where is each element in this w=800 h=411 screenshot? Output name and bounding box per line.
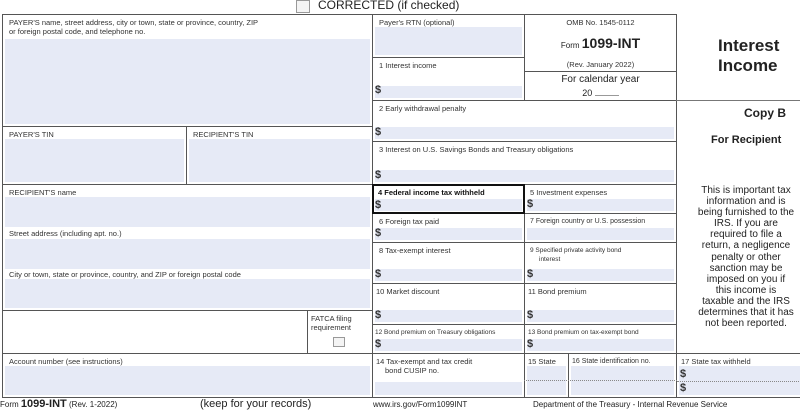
for-recipient-label: For Recipient xyxy=(711,134,782,146)
box-1-field[interactable] xyxy=(372,57,525,101)
box-17-label: 17 State tax withheld xyxy=(681,357,751,366)
recipient-address-block[interactable] xyxy=(2,184,373,311)
dollar-sign: $ xyxy=(527,268,534,280)
box-15-field[interactable] xyxy=(524,353,569,398)
box-6-label: 6 Foreign tax paid xyxy=(379,217,440,226)
box-7-field[interactable] xyxy=(524,213,677,243)
payer-tin-label: PAYER'S TIN xyxy=(9,130,54,139)
payer-name-field[interactable] xyxy=(2,14,373,127)
dollar-sign: $ xyxy=(527,198,534,210)
notice-text xyxy=(676,185,800,329)
notice-line: imposed on you if xyxy=(706,273,786,285)
notice-line: sanction may be xyxy=(709,262,783,274)
box-11-field[interactable] xyxy=(524,283,677,325)
box-2-field[interactable] xyxy=(372,100,677,142)
form-id xyxy=(525,35,676,51)
box-9-label-2: interest xyxy=(539,256,561,263)
divider xyxy=(676,100,800,101)
dollar-sign: $ xyxy=(375,84,382,96)
box-12-label: 12 Bond premium on Treasury obligations xyxy=(375,329,496,336)
payer-name-label: PAYER'S name, street address, city or town, state or province, country, ZIP xyxy=(9,18,259,27)
box-11-label: 11 Bond premium xyxy=(528,287,587,296)
account-number-label: Account number (see instructions) xyxy=(9,357,123,366)
box-3-label: 3 Interest on U.S. Savings Bonds and Treasury obligations xyxy=(379,145,574,154)
notice-line: information and is xyxy=(706,196,786,208)
box-4-label: 4 Federal income tax withheld xyxy=(378,188,485,197)
form-id-block xyxy=(524,14,677,72)
dollar-sign: $ xyxy=(375,268,382,280)
dollar-sign: $ xyxy=(375,309,382,321)
box-9-label: 9 Specified private activity bond xyxy=(530,247,622,254)
corrected-checkbox[interactable] xyxy=(296,0,310,13)
box-10-field[interactable] xyxy=(372,283,525,325)
corrected-label: CORRECTED (if checked) xyxy=(318,0,460,12)
box-6-field[interactable] xyxy=(372,213,525,243)
dollar-sign: $ xyxy=(375,169,382,181)
revision: (Rev. January 2022) xyxy=(566,60,635,69)
account-number-field[interactable] xyxy=(2,353,373,398)
form-title: Interest xyxy=(718,36,780,55)
box-10-label: 10 Market discount xyxy=(376,287,440,296)
notice-line: required to file a xyxy=(710,229,782,241)
dollar-sign: $ xyxy=(375,126,382,138)
notice-line: determines that it has xyxy=(698,307,794,319)
box-7-label: 7 Foreign country or U.S. possession xyxy=(530,218,646,225)
omb-number: OMB No. 1545-0112 xyxy=(566,18,635,27)
dollar-sign: $ xyxy=(527,338,534,350)
recipient-name-label: RECIPIENT'S name xyxy=(9,188,77,197)
form-title-2: Income xyxy=(718,56,778,75)
box-1-label: 1 Interest income xyxy=(379,61,437,70)
notice-line: IRS. If you are xyxy=(714,218,778,230)
footer-form-id: Form 1099-INT (Rev. 1-2022) xyxy=(0,398,118,410)
box-12-field[interactable] xyxy=(372,324,525,354)
box-2-label: 2 Early withdrawal penalty xyxy=(379,104,467,113)
fatca-label: FATCA filing xyxy=(311,314,352,323)
notice-line: this income is xyxy=(715,284,777,296)
fatca-label-2: requirement xyxy=(311,323,352,332)
calendar-year-field[interactable] xyxy=(524,71,677,101)
notice-line: being furnished to the xyxy=(697,207,795,219)
box-17-field[interactable] xyxy=(676,353,800,398)
fatca-checkbox[interactable] xyxy=(333,337,345,347)
payer-name-label-2: or foreign postal code, and telephone no. xyxy=(9,27,146,36)
box-5-label: 5 Investment expenses xyxy=(530,188,608,197)
dollar-sign: $ xyxy=(375,338,382,350)
box-9-field[interactable] xyxy=(524,242,677,284)
box-13-field[interactable] xyxy=(524,324,677,354)
footer-keep: (keep for your records) xyxy=(200,398,312,410)
footer-url[interactable]: www.irs.gov/Form1099INT xyxy=(373,400,468,409)
form-prefix: Form xyxy=(560,41,580,50)
box-5-field[interactable] xyxy=(524,184,677,214)
box-13-label: 13 Bond premium on tax-exempt bond xyxy=(528,329,639,336)
notice-line: penalty or other xyxy=(711,251,781,263)
box-16-label: 16 State identification no. xyxy=(572,358,651,365)
box-8-field[interactable] xyxy=(372,242,525,284)
payer-rtn-field[interactable] xyxy=(372,14,525,58)
box-14-field[interactable] xyxy=(372,353,525,398)
recipient-tin-label: RECIPIENT'S TIN xyxy=(193,130,254,139)
box-4-field[interactable] xyxy=(372,184,525,214)
box-14-label: 14 Tax-exempt and tax credit xyxy=(376,357,473,366)
recipient-tin-field[interactable] xyxy=(186,126,373,185)
notice-line: This is important tax xyxy=(701,185,791,196)
footer-dept: Department of the Treasury - Internal Revenue Service xyxy=(533,400,728,409)
box-14-label-2: bond CUSIP no. xyxy=(385,366,440,375)
box-16-field[interactable] xyxy=(568,353,677,398)
box-8-label: 8 Tax-exempt interest xyxy=(379,246,451,255)
dollar-sign: $ xyxy=(527,309,534,321)
year-prefix: 20 xyxy=(525,88,676,98)
street-address-label: Street address (including apt. no.) xyxy=(9,229,122,238)
fatca-field xyxy=(307,310,373,354)
city-label: City or town, state or province, country, and ZIP or foreign postal code xyxy=(9,270,241,279)
box-15-label: 15 State xyxy=(528,357,556,366)
dollar-sign: $ xyxy=(680,382,687,394)
dollar-sign: $ xyxy=(375,227,382,239)
calendar-year-label: For calendar year xyxy=(561,74,640,85)
box-3-field[interactable] xyxy=(372,141,677,185)
form-number: 1099-INT xyxy=(581,35,641,51)
notice-line: not been reported. xyxy=(705,318,787,330)
copy-label: Copy B xyxy=(744,106,786,120)
notice-line: return, a negligence xyxy=(701,240,791,252)
notice-line: taxable and the IRS xyxy=(702,295,790,307)
payer-tin-field[interactable] xyxy=(2,126,187,185)
dollar-sign: $ xyxy=(375,199,382,211)
payer-rtn-label: Payer's RTN (optional) xyxy=(379,18,455,27)
dollar-sign: $ xyxy=(680,368,687,380)
blank-field xyxy=(2,310,308,354)
